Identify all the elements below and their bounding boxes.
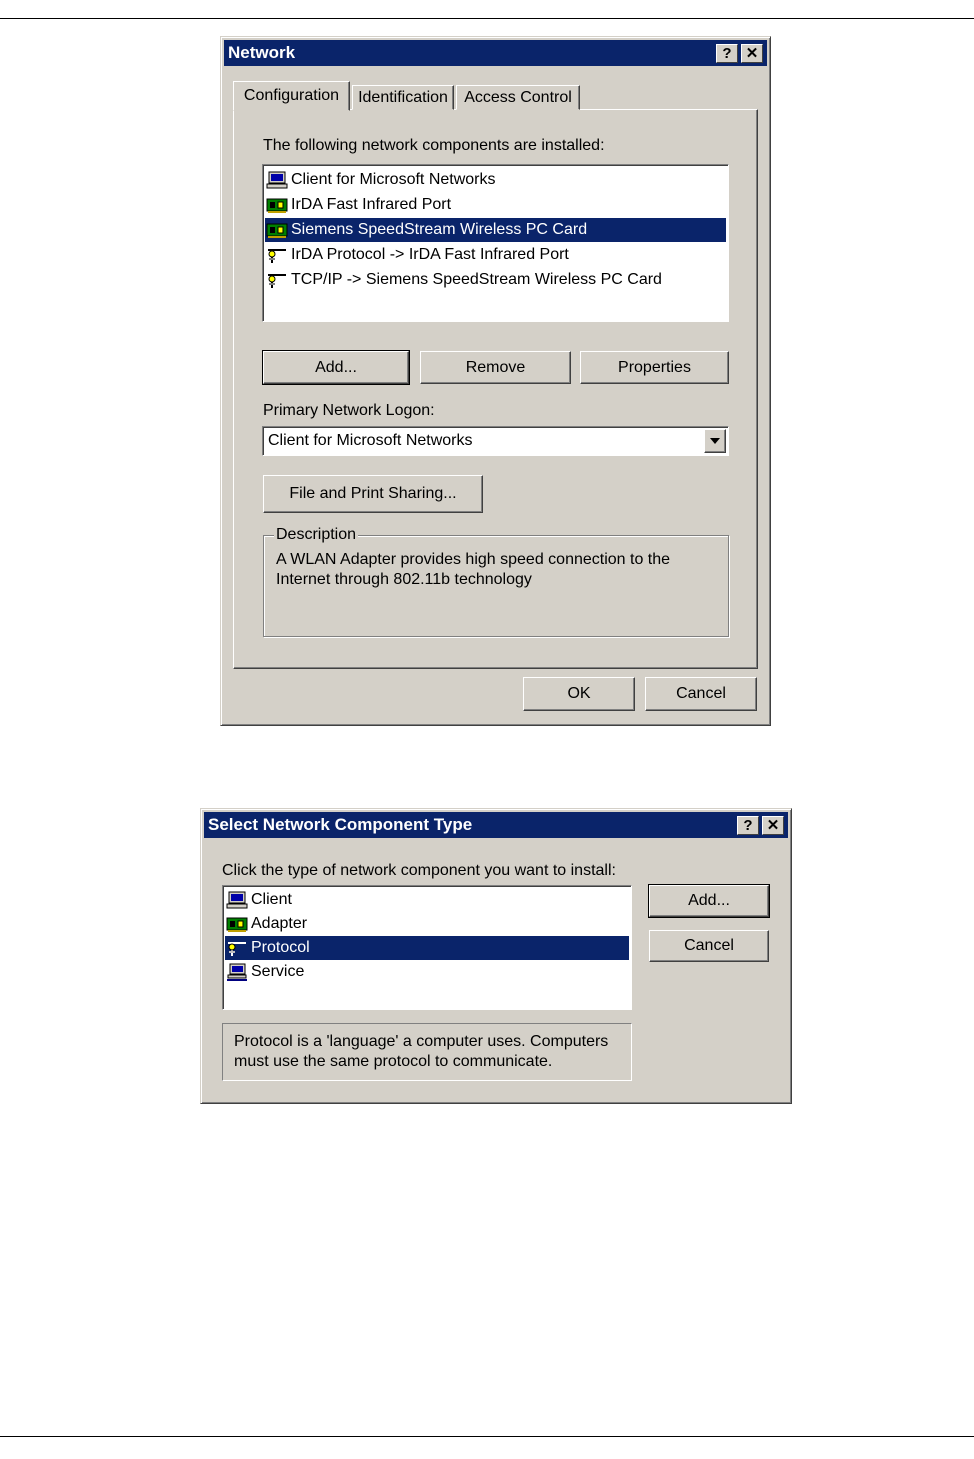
network-title: Network bbox=[228, 43, 296, 62]
network-dialog bbox=[220, 36, 771, 726]
select-component-dialog bbox=[200, 808, 792, 1104]
add-button[interactable]: Add... bbox=[649, 885, 769, 917]
list-item[interactable] bbox=[265, 243, 726, 267]
list-item-selected[interactable] bbox=[265, 218, 726, 242]
item-label: Protocol bbox=[251, 939, 310, 956]
network-titlebar[interactable] bbox=[224, 40, 767, 66]
properties-button[interactable]: Properties bbox=[580, 351, 729, 384]
logon-value: Client for Microsoft Networks bbox=[268, 432, 473, 449]
cancel-button[interactable]: Cancel bbox=[649, 930, 769, 962]
bottom-rule bbox=[0, 1436, 974, 1437]
components-list[interactable] bbox=[262, 164, 729, 322]
item-label: Client bbox=[251, 891, 292, 908]
remove-button[interactable]: Remove bbox=[420, 351, 571, 384]
type-description-box bbox=[222, 1023, 632, 1081]
close-button[interactable]: ✕ bbox=[762, 816, 784, 835]
list-item[interactable] bbox=[225, 960, 629, 984]
cancel-button[interactable]: Cancel bbox=[645, 677, 757, 711]
tab-identification[interactable]: Identification bbox=[352, 85, 454, 110]
client-icon bbox=[266, 171, 288, 189]
item-label: Client for Microsoft Networks bbox=[291, 171, 496, 188]
list-item[interactable] bbox=[265, 193, 726, 217]
description-line-1: A WLAN Adapter provides high speed connection to the bbox=[276, 551, 671, 568]
components-label: The following network components are installed: bbox=[263, 137, 605, 154]
item-label: Siemens SpeedStream Wireless PC Card bbox=[291, 221, 588, 238]
select-titlebar[interactable] bbox=[204, 812, 788, 838]
ok-button[interactable]: OK bbox=[523, 677, 635, 711]
client-icon bbox=[226, 891, 248, 909]
protocol-icon bbox=[266, 246, 288, 264]
item-label: TCP/IP -> Siemens SpeedStream Wireless PC Card bbox=[291, 271, 662, 288]
select-title: Select Network Component Type bbox=[208, 815, 473, 834]
add-button[interactable]: Add... bbox=[263, 351, 409, 384]
list-item[interactable] bbox=[265, 168, 726, 192]
help-button[interactable]: ? bbox=[737, 816, 759, 835]
chevron-down-icon bbox=[710, 438, 720, 444]
item-label: Service bbox=[251, 963, 305, 980]
select-prompt: Click the type of network component you want to install: bbox=[222, 862, 616, 879]
top-rule bbox=[0, 18, 974, 19]
type-description-line-2: must use the same protocol to communicate. bbox=[234, 1053, 553, 1070]
description-legend: Description bbox=[276, 526, 357, 543]
tab-access-control[interactable]: Access Control bbox=[456, 85, 580, 110]
list-item[interactable] bbox=[225, 888, 629, 912]
description-line-2: Internet through 802.11b technology bbox=[276, 571, 532, 588]
item-label: IrDA Fast Infrared Port bbox=[291, 196, 452, 213]
type-description-line-1: Protocol is a 'language' a computer uses. Computers bbox=[234, 1033, 609, 1050]
list-item[interactable] bbox=[265, 268, 726, 292]
item-label: IrDA Protocol -> IrDA Fast Infrared Port bbox=[291, 246, 569, 263]
file-print-sharing-button[interactable]: File and Print Sharing... bbox=[263, 475, 483, 513]
protocol-icon bbox=[226, 939, 248, 957]
service-icon bbox=[226, 963, 248, 981]
close-button[interactable]: ✕ bbox=[741, 44, 763, 63]
item-label: Adapter bbox=[251, 915, 308, 932]
adapter-icon bbox=[266, 196, 288, 214]
logon-label: Primary Network Logon: bbox=[263, 402, 435, 419]
protocol-icon bbox=[266, 271, 288, 289]
list-item[interactable] bbox=[225, 912, 629, 936]
adapter-icon bbox=[226, 915, 248, 933]
tab-configuration[interactable]: Configuration bbox=[233, 81, 350, 111]
help-button[interactable]: ? bbox=[716, 44, 738, 63]
adapter-icon bbox=[266, 221, 288, 239]
dropdown-button[interactable] bbox=[704, 429, 726, 453]
logon-select[interactable] bbox=[262, 426, 729, 456]
component-type-list[interactable] bbox=[222, 885, 632, 1010]
list-item-selected[interactable] bbox=[225, 936, 629, 960]
